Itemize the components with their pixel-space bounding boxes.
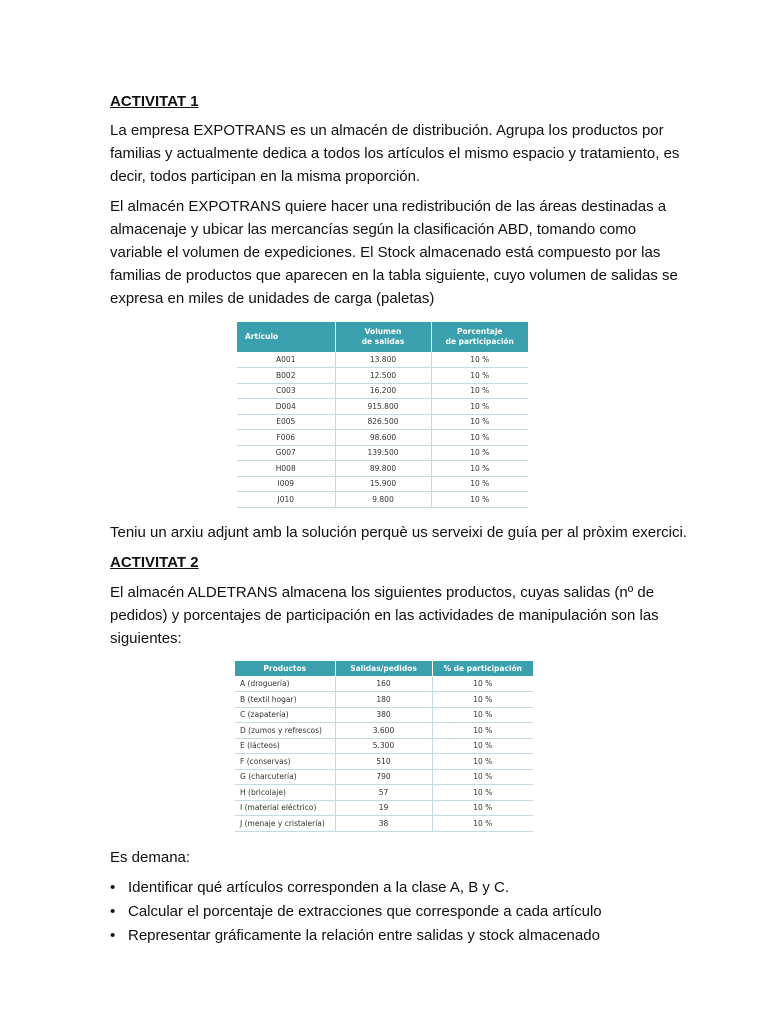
table-cell: 89.800 [335, 461, 431, 477]
products-table-body [235, 676, 533, 831]
table-cell: 12.500 [335, 368, 431, 384]
table-row [235, 754, 533, 770]
paragraph-line: expresa en miles de unidades de carga (paletas) [110, 290, 435, 307]
list-item-text: Representar gráficamente la relación entre salidas y stock almacenado [128, 927, 600, 944]
table-cell: 3.600 [335, 723, 432, 739]
ask-label [110, 846, 670, 869]
table-cell: 16.200 [335, 383, 431, 399]
column-header-porcentaje [431, 322, 528, 352]
activity2-description-paragraph [110, 581, 670, 650]
table-cell: 10 % [431, 461, 528, 477]
table-cell: 9.800 [335, 492, 431, 508]
paragraph-line: decir, todos participan en la misma proporción. [110, 168, 421, 185]
bullet-icon: • [110, 879, 116, 896]
activity2-heading: ACTIVITAT 2 [110, 554, 199, 571]
list-item-text: Calcular el porcentaje de extracciones que corresponde a cada artículo [128, 903, 602, 920]
table-row [235, 676, 533, 692]
table-cell: 915.800 [335, 399, 431, 415]
table-row [237, 445, 528, 461]
table-cell: F (conservas) [235, 754, 335, 770]
table-cell: 38 [335, 816, 432, 832]
table-row [235, 785, 533, 801]
table-cell: 13.800 [335, 352, 431, 368]
table-cell: 139.500 [335, 445, 431, 461]
table-cell: 160 [335, 676, 432, 692]
bullet-icon: • [110, 903, 116, 920]
paragraph-line: Es demana: [110, 849, 191, 866]
table-cell: I (material eléctrico) [235, 800, 335, 816]
bullet-icon: • [110, 927, 116, 944]
table-row [237, 368, 528, 384]
table-cell: 10 % [431, 476, 528, 492]
activity1-heading: ACTIVITAT 1 [110, 93, 199, 110]
table-cell: F006 [237, 430, 335, 446]
table-cell: 510 [335, 754, 432, 770]
column-header-productos: Productos [235, 661, 335, 676]
table-cell: 10 % [432, 816, 533, 832]
table-row [235, 707, 533, 723]
table-cell: 57 [335, 785, 432, 801]
table-cell: C003 [237, 383, 335, 399]
task-list [110, 876, 670, 948]
table-row [237, 383, 528, 399]
table-cell: 19 [335, 800, 432, 816]
column-header-volumen [335, 322, 431, 352]
table-cell: C (zapatería) [235, 707, 335, 723]
table-cell: 10 % [431, 414, 528, 430]
table-row [235, 769, 533, 785]
header-line: Artículo [245, 332, 279, 341]
table-row [237, 399, 528, 415]
header-line: de salidas [361, 337, 405, 346]
table-header-row [235, 661, 533, 676]
list-item [110, 924, 670, 948]
table-cell: 10 % [431, 445, 528, 461]
table-cell: 180 [335, 692, 432, 708]
list-item-text: Identificar qué artículos corresponden a la clase A, B y C. [128, 879, 510, 896]
articles-table-body [237, 352, 528, 507]
table-cell: 5.300 [335, 738, 432, 754]
table-cell: B (textil hogar) [235, 692, 335, 708]
paragraph-line: Teniu un arxiu adjunt amb la solución perquè us serveixi de guía per al pròxim exercici. [110, 524, 687, 541]
table-cell: E (lácteos) [235, 738, 335, 754]
table-row [237, 492, 528, 508]
table-cell: H (bricolaje) [235, 785, 335, 801]
column-header-salidas: Salidas/pedidos [335, 661, 432, 676]
table-cell: I009 [237, 476, 335, 492]
paragraph-line: pedidos) y porcentajes de participación en las actividades de manipulación son las [110, 607, 659, 624]
table-cell: D004 [237, 399, 335, 415]
table-cell: G (charcutería) [235, 769, 335, 785]
table-cell: 98.600 [335, 430, 431, 446]
table-cell: G007 [237, 445, 335, 461]
table-row [237, 352, 528, 368]
paragraph-line: familias y actualmente dedica a todos los artículos el mismo espacio y tratamiento, es [110, 145, 680, 162]
table-cell: E005 [237, 414, 335, 430]
table-cell: H008 [237, 461, 335, 477]
table-cell: 826.500 [335, 414, 431, 430]
table-cell: 10 % [432, 723, 533, 739]
table-row [237, 476, 528, 492]
table-row [237, 461, 528, 477]
table-cell: 10 % [431, 430, 528, 446]
list-item [110, 876, 670, 900]
header-line: de participación [445, 337, 514, 346]
column-header-participacion: % de participación [432, 661, 533, 676]
table-cell: 10 % [432, 676, 533, 692]
paragraph-line: El almacén ALDETRANS almacena los siguientes productos, cuyas salidas (nº de [110, 584, 655, 601]
table-cell: 10 % [432, 785, 533, 801]
paragraph-line: La empresa EXPOTRANS es un almacén de distribución. Agrupa los productos por [110, 122, 664, 139]
table-cell: 10 % [431, 492, 528, 508]
table-cell: 10 % [432, 738, 533, 754]
paragraph-line: siguientes: [110, 630, 182, 647]
column-header-articulo [237, 322, 335, 352]
table-cell: 10 % [432, 769, 533, 785]
activity1-intro-paragraph [110, 119, 680, 188]
products-table [235, 661, 533, 832]
table-cell: 10 % [432, 800, 533, 816]
paragraph-line: El almacén EXPOTRANS quiere hacer una redistribución de las áreas destinadas a [110, 198, 667, 215]
paragraph-line: almacenaje y ubicar las mercancías según la clasificación ABD, tomando como [110, 221, 637, 238]
table-row [235, 800, 533, 816]
header-line: Volumen [364, 327, 402, 336]
list-item [110, 900, 670, 924]
table-cell: 10 % [431, 399, 528, 415]
table-cell: 10 % [431, 368, 528, 384]
table-cell: A001 [237, 352, 335, 368]
table-cell: J010 [237, 492, 335, 508]
table-cell: 10 % [432, 692, 533, 708]
table-cell: A (droguería) [235, 676, 335, 692]
table-row [235, 738, 533, 754]
solution-note [110, 521, 687, 544]
table-cell: 15.900 [335, 476, 431, 492]
table-cell: 380 [335, 707, 432, 723]
table-cell: 10 % [432, 754, 533, 770]
table-cell: 10 % [431, 383, 528, 399]
table-header-row [237, 322, 528, 352]
table-cell: 10 % [431, 352, 528, 368]
table-cell: J (menaje y cristalería) [235, 816, 335, 832]
table-row [235, 723, 533, 739]
header-line: Porcentaje [456, 327, 503, 336]
table-cell: 10 % [432, 707, 533, 723]
table-row [235, 816, 533, 832]
table-row [237, 430, 528, 446]
activity1-description-paragraph [110, 195, 678, 310]
paragraph-line: variable el volumen de expediciones. El Stock almacenado está compuesto por las [110, 244, 661, 261]
table-row [235, 692, 533, 708]
table-row [237, 414, 528, 430]
table-cell: D (zumos y refrescos) [235, 723, 335, 739]
paragraph-line: familias de productos que aparecen en la tabla siguiente, cuyo volumen de salidas se [110, 267, 678, 284]
table-cell: B002 [237, 368, 335, 384]
articles-table [237, 322, 528, 508]
table-cell: 790 [335, 769, 432, 785]
